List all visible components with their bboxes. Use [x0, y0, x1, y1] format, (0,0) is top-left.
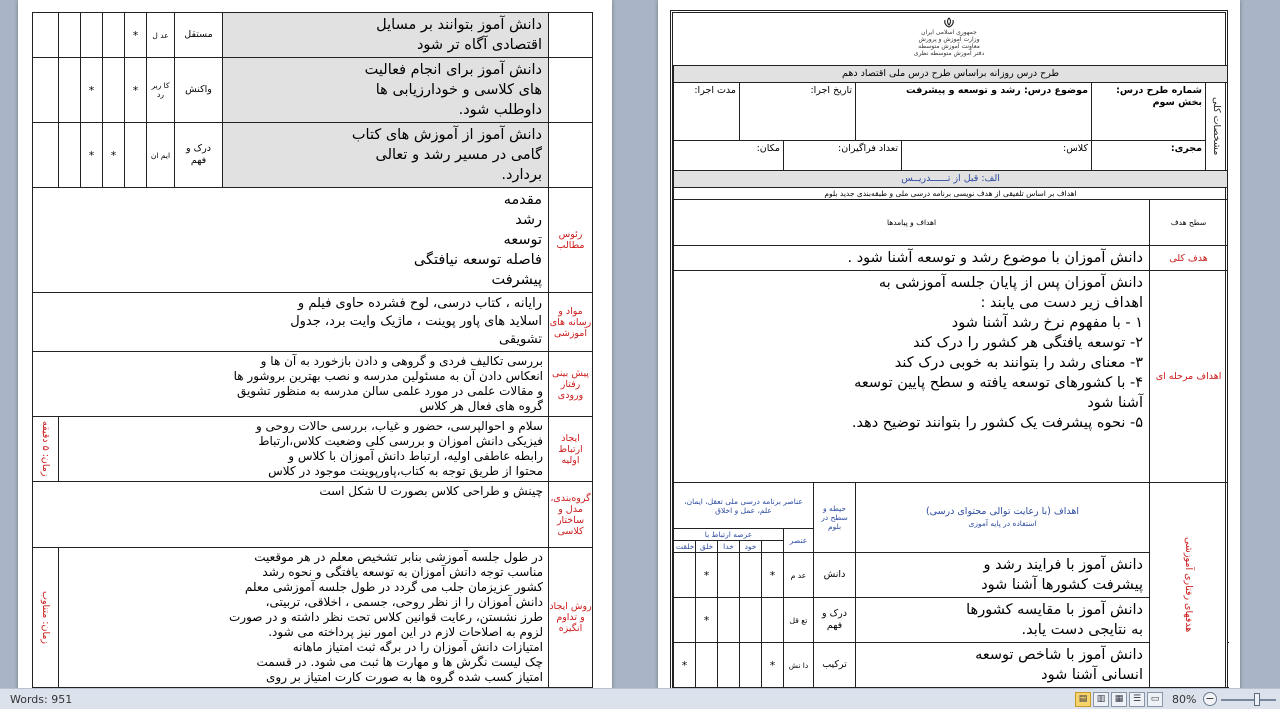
- stage-goals-text: دانش آموزان پس از پایان جلسه آموزشی به اهداف زیر دست می یابند : ۱ - با مفهوم نرخ رشد آشنا شود ۲- توسعه یافتگی هر کشور را درک کند ۳- معنای رشد را بتوانند به خوبی درک کند ۴- با کشورهای توسعه یافته و سطح پایین توسعه آشنا شود ۵- نحوه پیشرفت یک کشور را بتوانند توضیح دهد.: [674, 271, 1150, 483]
- zoom-slider-track[interactable]: [1221, 699, 1276, 701]
- behavior-goal-text: دانش آموز با فرایند رشد و پیشرفت کشورها آشنا شود: [856, 553, 1150, 598]
- goals-outcomes-header: اهداف و پیامدها: [674, 200, 1150, 246]
- goals-note: اهداف بر اساس تلفیقی از هدف نویسی برنامه درسی ملی و طبقه‌بندی جدید بلوم: [674, 188, 1228, 200]
- realm-column-header: خلق: [696, 541, 718, 553]
- mark-cell: *: [103, 123, 125, 188]
- mark-cell: *: [762, 643, 784, 688]
- zoom-level[interactable]: 80%: [1172, 693, 1197, 706]
- goal-text: دانش آموز بتوانند بر مسایل اقتصادی آگاه تر شود: [223, 13, 549, 58]
- domain-cell: درک و فهم: [814, 598, 856, 643]
- mark-cell: [674, 553, 696, 598]
- place-cell: مکان:: [674, 141, 784, 171]
- element-cell: کا ربر رد: [147, 58, 175, 123]
- level-cell: واکنش: [175, 58, 223, 123]
- overall-goal-label: هدف کلی: [1150, 246, 1228, 271]
- element-cell: دا نش: [784, 643, 814, 688]
- element-cell: عد م: [784, 553, 814, 598]
- realm-column-header: خود: [740, 541, 762, 553]
- element-cell: عد ل: [147, 13, 175, 58]
- print-layout-view-button[interactable]: ▤: [1075, 692, 1091, 707]
- topic-cell: موضوع درس: رشد و توسعه و پیشرفت: [856, 83, 1092, 141]
- learners-cell: تعداد فراگیران:: [784, 141, 902, 171]
- duration-cell: مدت اجرا:: [674, 83, 740, 141]
- stage-goals-label: اهداف مرحله ای: [1150, 271, 1228, 483]
- mark-cell: *: [81, 123, 103, 188]
- mark-cell: *: [762, 553, 784, 598]
- web-layout-view-button[interactable]: ▦: [1111, 692, 1127, 707]
- word-count[interactable]: Words: 951: [10, 693, 73, 706]
- status-bar: [0, 688, 1280, 709]
- materials-text: رایانه ، کتاب درسی، لوح فشرده حاوی فیلم و اسلاید های پاور پوینت ، ماژیک وایت برد، جدول تشویقی: [33, 293, 549, 352]
- goal-text: دانش آموز برای انجام فعالیت های کلاسی و خودارزیابی ها داوطلب شود.: [223, 58, 549, 123]
- mark-cell: *: [674, 643, 696, 688]
- goal-text: دانش آموز از آموزش های کتاب گامی در مسیر رشد و تعالی بردارد.: [223, 123, 549, 188]
- motivation-label: روش ایجاد و تداوم انگیزه: [549, 548, 593, 688]
- domain-cell: ترکیب: [814, 643, 856, 688]
- document-page-left[interactable]: [18, 0, 612, 688]
- level-cell: درک و فهم: [175, 123, 223, 188]
- outline-view-button[interactable]: ☰: [1129, 692, 1145, 707]
- behavior-goal-text: دانش آموز با شاخص توسعه انسانی آشنا شود: [856, 643, 1150, 688]
- date-cell: تاریخ اجرا:: [740, 83, 856, 141]
- connection-time: زمان: ۵ دقیقه: [33, 417, 59, 482]
- full-screen-reading-view-button[interactable]: ▥: [1093, 692, 1109, 707]
- mark-cell: *: [81, 58, 103, 123]
- program-elements-header: عناصر برنامه درسی ملی تعقل، ایمان، علم، عمل و اخلاق: [674, 483, 814, 529]
- overall-goal-text: دانش آموزان با موضوع رشد و توسعه آشنا شود .: [674, 246, 1150, 271]
- mark-cell: *: [125, 58, 147, 123]
- level-cell: مستقل: [175, 13, 223, 58]
- draft-view-button[interactable]: ▭: [1147, 692, 1163, 707]
- element-cell: تع قل: [784, 598, 814, 643]
- mark-cell: *: [125, 13, 147, 58]
- goal-level-header: سطح هدف: [1150, 200, 1228, 246]
- emblem-icon: [942, 17, 956, 29]
- behavior-goals-label: هدفهای رفتاری آموزشی: [1150, 483, 1228, 688]
- element-column-header: عنصر: [784, 529, 814, 553]
- lesson-plan-table-right: [673, 65, 1228, 688]
- realm-column-header: خلقت: [674, 541, 696, 553]
- zoom-slider-thumb[interactable]: [1254, 693, 1260, 706]
- headings-label: رئوس مطالب: [549, 188, 593, 293]
- grouping-label: گروه‌بندی، مدل و ساختار کلاسی: [549, 482, 593, 548]
- zoom-out-button[interactable]: −: [1203, 692, 1217, 706]
- document-page-right[interactable]: [658, 0, 1240, 688]
- mark-cell: *: [696, 553, 718, 598]
- realm-column-header: خدا: [718, 541, 740, 553]
- grouping-text: چینش و طراحی کلاس بصورت U شکل است: [33, 482, 549, 548]
- entry-behavior-label: پیش بینی رفتار ورودی: [549, 352, 593, 417]
- page-border: [670, 10, 1228, 688]
- headings-list: مقدمه رشد توسعه فاصله توسعه نیافتگی پیشرفت: [33, 188, 549, 293]
- connection-text: سلام و احوالپرسی، حضور و غیاب، بررسی حالات روحی و فیزیکی دانش اموزان و بررسی کلی وضعیت کلاس،ارتباط رابطه عاطفی اولیه، ارتباط دانش آموزان با کلاس و محتوا از طریق توجه به کتاب،پاورپوینت موجود در کلاس: [59, 417, 549, 482]
- entry-behavior-text: بررسی تکالیف فردی و گروهی و دادن بازخورد به آن ها و انعکاس دادن آن به مسئولین مدرسه و نصب بهترین بروشور ها و مقالات علمی در مورد علمی سالن مدرسه به منظور تشویق گروه های فعال هر کلاس: [33, 352, 549, 417]
- realms-header: عرصه ارتباط با: [674, 529, 784, 541]
- element-cell: ایم ان: [147, 123, 175, 188]
- behavior-goal-text: دانش آموز با مقایسه کشورها به نتایجی دست یابد.: [856, 598, 1150, 643]
- plan-title: طرح درس روزانه براساس طرح درس ملی اقتصاد دهم: [674, 66, 1228, 83]
- class-cell: کلاس:: [902, 141, 1092, 171]
- materials-label: مواد و رسانه های آموزشی: [549, 293, 593, 352]
- motivation-time: زمان: متناوب: [33, 548, 59, 688]
- motivation-text: در طول جلسه آموزشی بنابر تشخیص معلم در هر موقعیت مناسب توجه دانش آموزان به توسعه یافتگی و نحوه رشد کشور عزیزمان جلب می گردد در طول جلسه آموزشی معلم دانش آموزان را از نظر روحی، جسمی ، اخلاقی، تربیتی، طرز نشستن، رعایت قوانین کلاس تحت نظر داشته و در صورت لزوم به اصلاحات لازم در این امور نیز پرداخته می شود. امتیازات دانش آموزان را در برگه ثبت امتیاز ماهانه چک لیست نگرش ها و مهارت ها ثبت می شود. در قسمت امتیاز کسب شده گروه ها به صورت کارت امتیاز بر روی: [59, 548, 549, 688]
- connection-label: ایجاد ارتباط اولیه: [549, 417, 593, 482]
- view-buttons: [1075, 692, 1163, 707]
- document-header: جمهوری اسلامی ایران وزارت آموزش و پرورش معاونت آموزش متوسطه دفتر آموزش متوسطه نظری: [673, 13, 1225, 65]
- section-before-teaching: الف: قبل از تــــــدریــس: [674, 171, 1228, 188]
- general-specs-label: مشخصات کلی: [1206, 83, 1228, 171]
- bloom-domain-header: حیطه و سطح در بلوم: [814, 483, 856, 553]
- plan-number-cell: شماره طرح درس: بخش سوم: [1092, 83, 1206, 141]
- lesson-plan-table-left: [32, 12, 593, 688]
- domain-cell: دانش: [814, 553, 856, 598]
- executor-cell: مجری:: [1092, 141, 1206, 171]
- behavior-goals-header: اهداف (با رعایت توالی محتوای درسی) استفاده در پایه آموزی: [856, 483, 1150, 553]
- mark-cell: *: [696, 598, 718, 643]
